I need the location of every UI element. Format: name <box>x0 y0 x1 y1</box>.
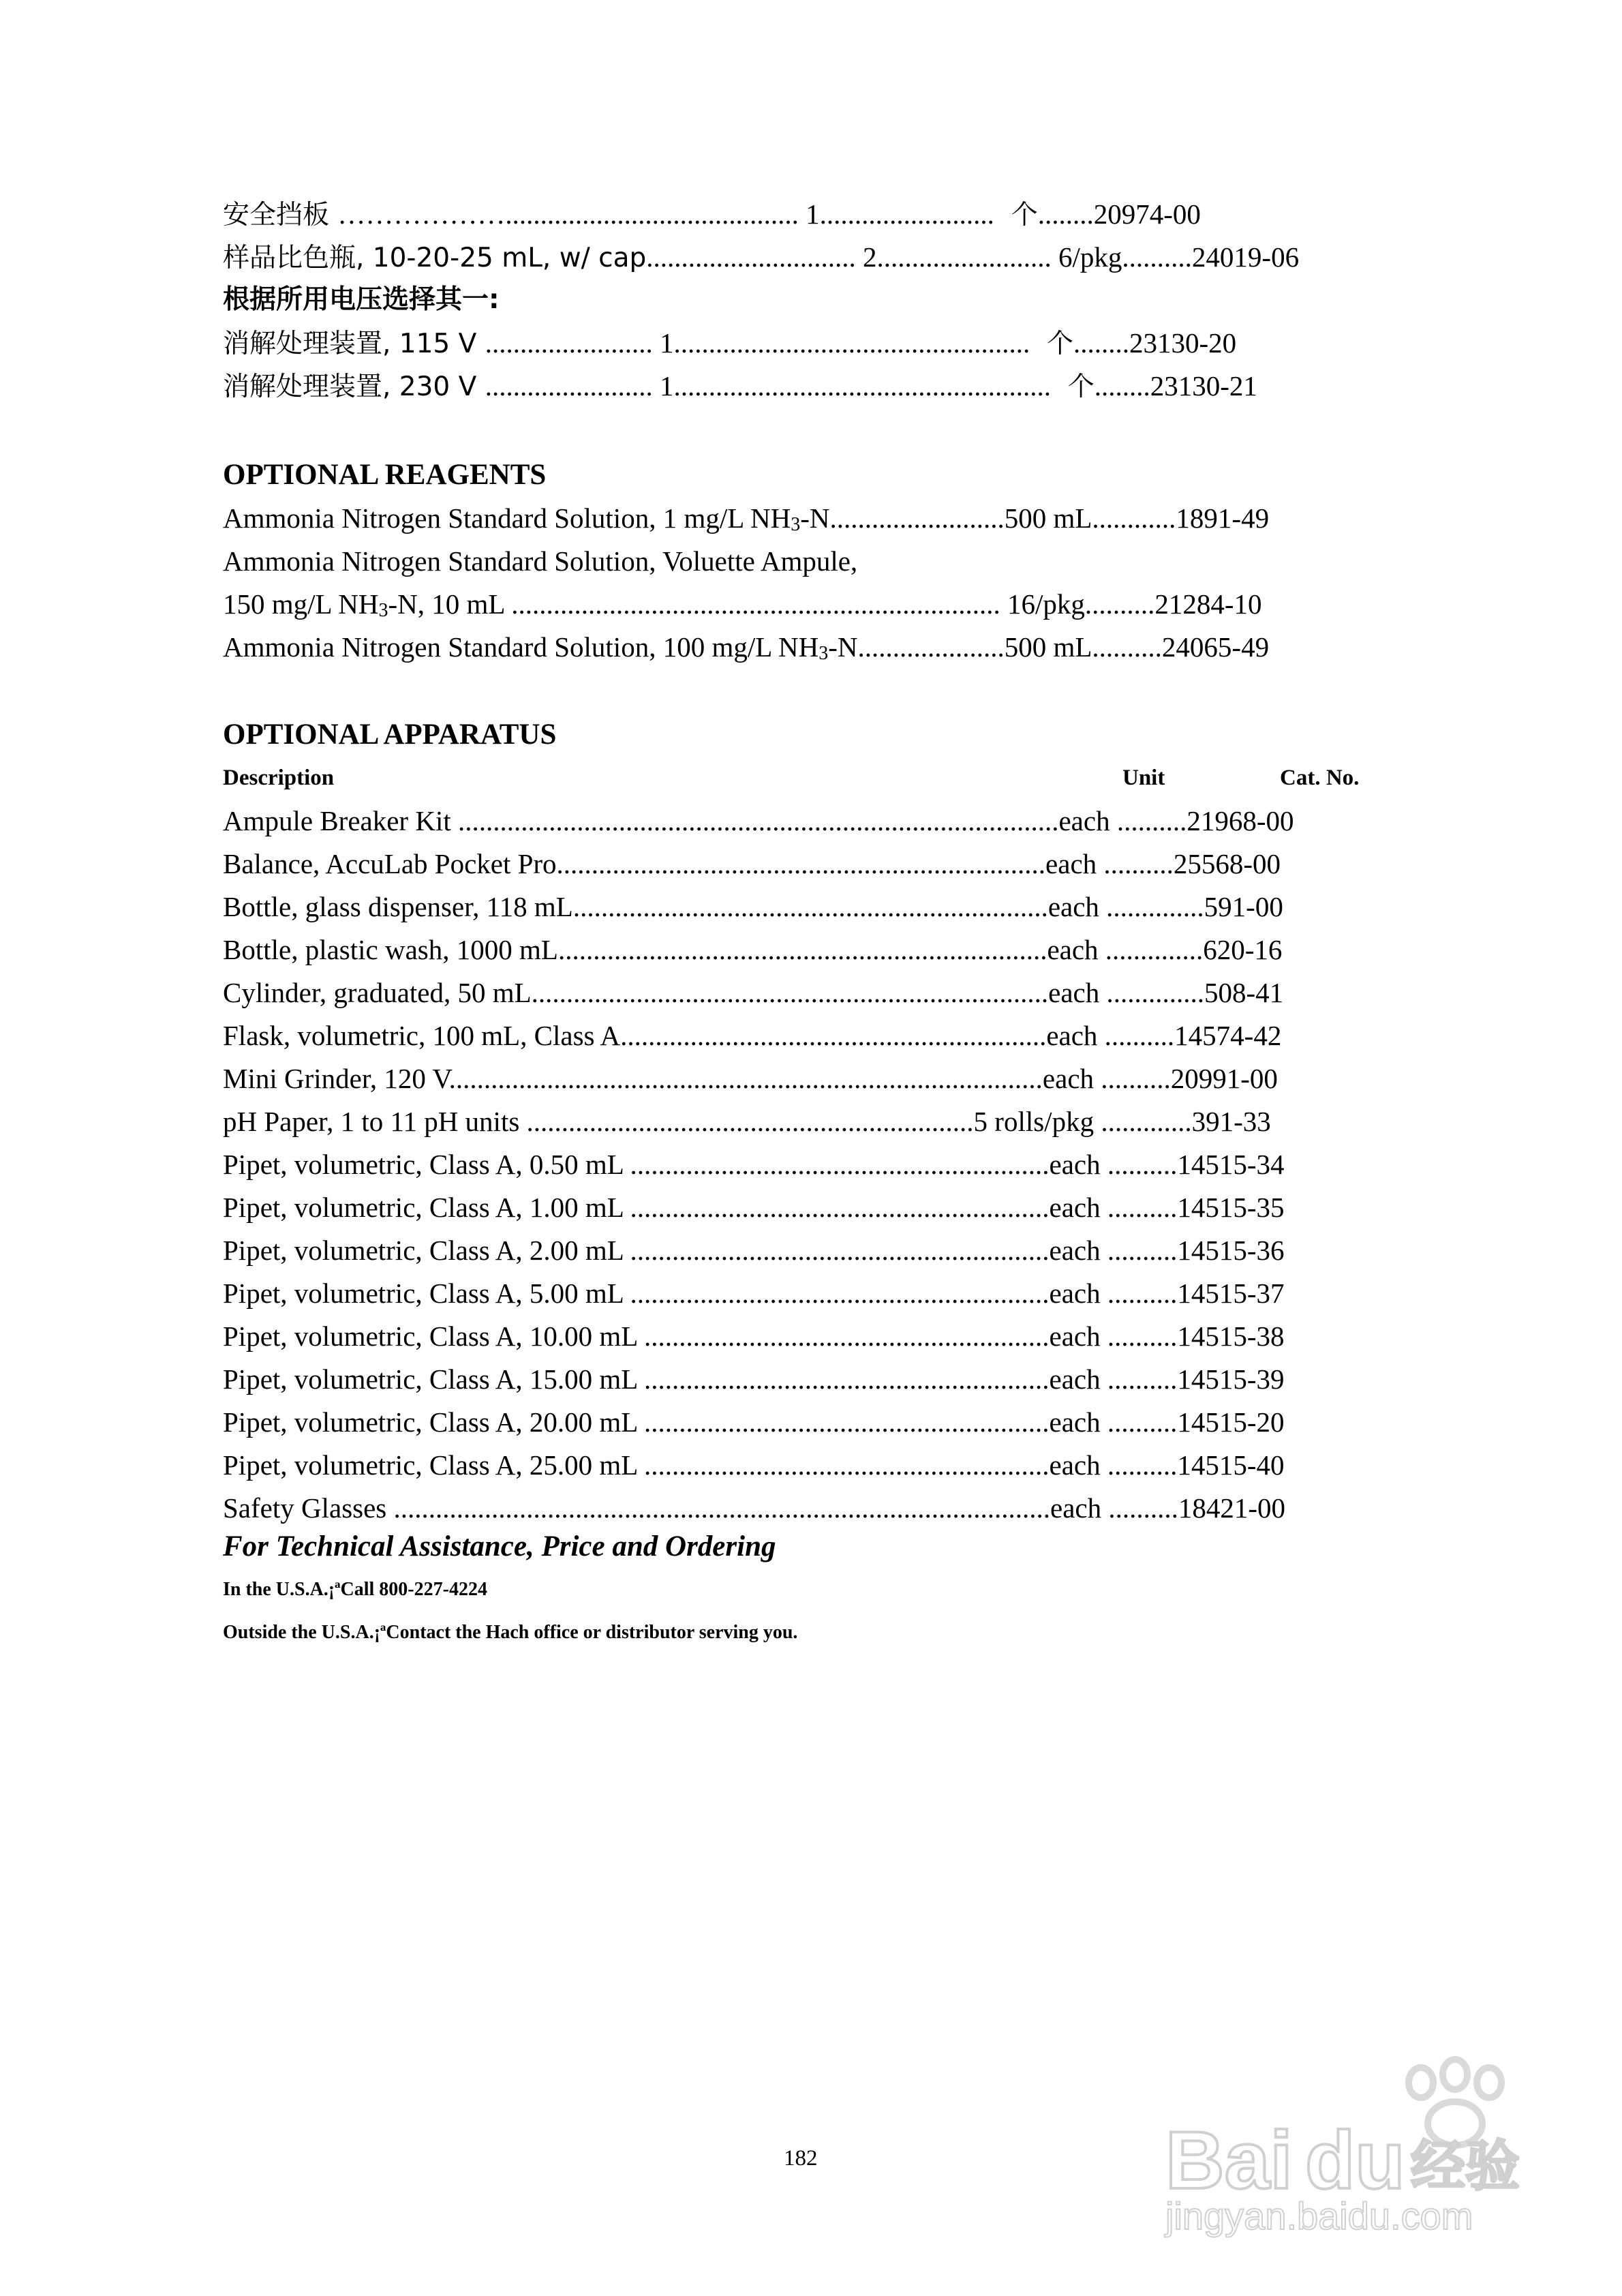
apparatus-item-row: Ampule Breaker Kit ......................................................................................each ..........21968-00 <box>223 805 1294 836</box>
svg-text:经验: 经验 <box>1411 2134 1520 2198</box>
svg-text:Bai: Bai <box>1165 2115 1293 2206</box>
page-number: 182 <box>784 2146 818 2171</box>
optional-reagents-heading: OPTIONAL REAGENTS <box>223 459 547 491</box>
outside-usa-contact: Outside the U.S.A.¡ªContact the Hach office or distributor serving you. <box>223 1622 798 1643</box>
column-header-description: Description <box>223 766 335 790</box>
reagent-row-1mgl: Ammonia Nitrogen Standard Solution, 1 mg/L NH3-N.........................500 mL............1891-49 <box>223 502 1270 535</box>
baidu-watermark-logo <box>1152 2055 1533 2239</box>
optional-apparatus-heading: OPTIONAL APPARATUS <box>223 719 557 751</box>
apparatus-item-row: Bottle, plastic wash, 1000 mL......................................................................each ..............620-16 <box>223 934 1283 965</box>
technical-assistance-heading: For Technical Assistance, Price and Ordering <box>223 1530 776 1562</box>
svg-text:jingyan.baidu.com: jingyan.baidu.com <box>1165 2194 1473 2237</box>
voltage-select-note: 根据所用电压选择其一: <box>223 284 500 315</box>
apparatus-item-row: Pipet, volumetric, Class A, 15.00 mL ..........................................................each ..........14515-39 <box>223 1363 1285 1395</box>
apparatus-item-row: Balance, AccuLab Pocket Pro......................................................................each ..........25568-00 <box>223 848 1281 879</box>
apparatus-row-safety-shield: 安全挡板 ……………….......................................... 1......................... 个........20974-00 <box>223 198 1201 230</box>
apparatus-item-row: Pipet, volumetric, Class A, 0.50 mL ............................................................each ..........14515-34 <box>223 1149 1285 1180</box>
apparatus-item-row: Mini Grinder, 120 V.....................................................................................each ..........20991-00 <box>223 1063 1278 1094</box>
apparatus-item-row: Pipet, volumetric, Class A, 10.00 mL ..........................................................each ..........14515-38 <box>223 1320 1285 1352</box>
apparatus-row-digestor-115v: 消解处理装置, 115 V ........................ 1................................................... 个........23130-20 <box>223 327 1237 359</box>
reagent-row-voluette: Ammonia Nitrogen Standard Solution, Voluette Ampule, <box>223 545 858 577</box>
apparatus-item-row: Cylinder, graduated, 50 mL..........................................................................each ..............508-41 <box>223 977 1284 1008</box>
apparatus-item-row: Pipet, volumetric, Class A, 2.00 mL ............................................................each ..........14515-36 <box>223 1235 1285 1266</box>
apparatus-item-row: Flask, volumetric, 100 mL, Class A.............................................................each ..........14574-42 <box>223 1020 1282 1051</box>
apparatus-item-row: pH Paper, 1 to 11 pH units ................................................................5 rolls/pkg .............391-33 <box>223 1106 1271 1137</box>
apparatus-item-row: Bottle, glass dispenser, 118 mL....................................................................each ..............591-00 <box>223 891 1283 922</box>
reagent-row-voluette-cont: 150 mg/L NH3-N, 10 mL ...................................................................... 16/pkg..........21284-10 <box>223 588 1262 621</box>
usa-contact: In the U.S.A.¡ªCall 800-227-4224 <box>223 1579 487 1600</box>
column-header-unit: Unit <box>1122 766 1165 790</box>
apparatus-item-row: Pipet, volumetric, Class A, 25.00 mL ..........................................................each ..........14515-40 <box>223 1449 1285 1481</box>
svg-text:du: du <box>1305 2115 1405 2206</box>
apparatus-item-row: Safety Glasses ..............................................................................................each ..........18421-00 <box>223 1492 1286 1524</box>
column-header-catno: Cat. No. <box>1280 766 1360 790</box>
apparatus-item-row: Pipet, volumetric, Class A, 1.00 mL ............................................................each ..........14515-35 <box>223 1192 1285 1223</box>
apparatus-row-digestor-230v: 消解处理装置, 230 V ........................ 1...................................................... 个........23130-21 <box>223 370 1257 402</box>
apparatus-row-sample-cells: 样品比色瓶, 10-20-25 mL, w/ cap.............................. 2......................... 6/pkg..........24019-06 <box>223 241 1300 273</box>
apparatus-item-row: Pipet, volumetric, Class A, 20.00 mL ..........................................................each ..........14515-20 <box>223 1406 1285 1438</box>
reagent-row-100mgl: Ammonia Nitrogen Standard Solution, 100 mg/L NH3-N.....................500 mL..........24065-49 <box>223 631 1270 664</box>
apparatus-item-row: Pipet, volumetric, Class A, 5.00 mL ............................................................each ..........14515-37 <box>223 1278 1285 1309</box>
